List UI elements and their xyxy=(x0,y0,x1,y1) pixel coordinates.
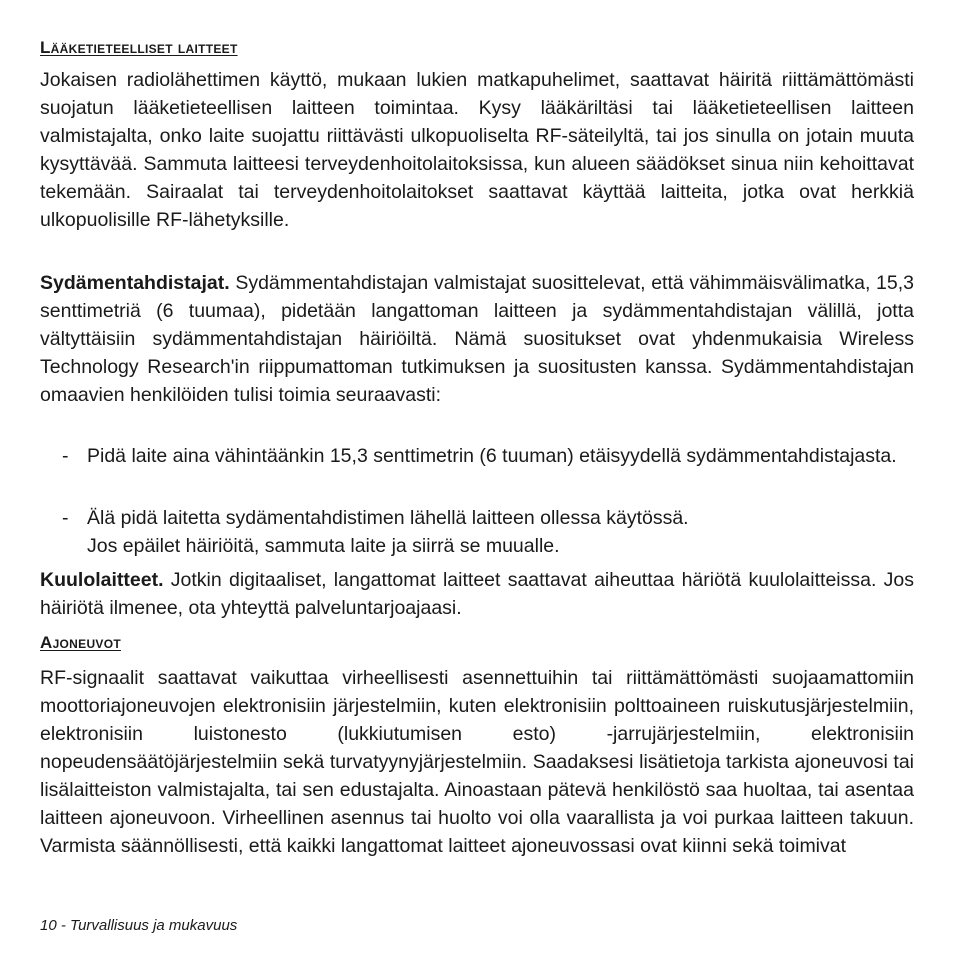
pacemakers-text: Sydämmentahdistajan valmistajat suosittelevat, että vähimmäisvälimatka, 15,3 senttimetriä (6 tuumaa), pidetään langattoman laitteen ja sydämmentahdistajan välillä, jotta vältyttäisiin sydämmentahdistajan häiriöiltä. Nämä suositukset ovat yhdenmukaisia Wireless Technology Research'in riippumattoman tutkimuksen ja suositusten kanssa. Sydämmentahdistajan omaavien henkilöiden tulisi toimia seuraavasti: xyxy=(40,272,915,406)
pacemakers-lead: Sydämentahdistajat. xyxy=(40,272,230,294)
vehicles-paragraph: RF-signaalit saattavat vaikuttaa virheellisesti asennettuihin tai riittämättömästi suojaamattomiin moottoriajoneuvojen elektronisiin järjestelmiin, kuten elektronisiin polttoaineen ruiskutusjärjestelmiin, elektronisiin luistonesto (lukkiutumisen esto) -jarrujärjestelmiin, elektronisiin nopeudensäätöjärjestelmiin sekä turvatyynyjärjestelmiin. Saadaksesi lisätietoja tarkista ajoneuvosi tai lisälaitteiston valmistajalta, tai sen edustajalta. Ainoastaan pätevä henkilöstö saa huoltaa, tai asentaa laitteen ajoneuvoon. Virheellinen asennus tai huolto voi olla vaarallista ja voi purkaa laitteen takuun. Varmista säännöllisesti, että kaikki langattomat laitteet ajoneuvossasi ovat kiinni sekä toimivat xyxy=(40,667,914,857)
pacemakers-paragraph xyxy=(40,269,914,409)
medical-devices-paragraph: Jokaisen radiolähettimen käyttö, mukaan lukien matkapuhelimet, saattavat häiritä riittämättömästi suojatun lääketieteellisen laitteen toimintaa. Kysy lääkäriltäsi tai lääketieteellisen laitteen valmistajalta, onko laite suojattu riittävästi ulkopuoliselta RF-säteilyltä, tai jos sinulla on jotain muuta kysyttävää. Sammuta laitteesi terveydenhoitolaitoksissa, kun alueen säädökset sinua niin kehoittavat tekemään. Sairaalat tai terveydenhoitolaitokset saattavat käyttää laitteita, jotka ovat herkkiä ulkopuolisille RF-lähetyksille. xyxy=(40,69,914,231)
bullet-dash: - xyxy=(62,445,69,467)
bullet-text: Pidä laite aina vähintäänkin 15,3 senttimetrin (6 tuuman) etäisyydellä sydämmentahdistajasta. xyxy=(87,445,897,467)
bullet-text-line-1: Älä pidä laitetta sydämentahdistimen lähellä laitteen ollessa käytössä. xyxy=(87,507,689,529)
hearing-aids-paragraph xyxy=(40,566,914,622)
hearing-aids-lead: Kuulolaitteet. xyxy=(40,569,164,591)
section-heading-vehicles: Ajoneuvot xyxy=(40,633,121,652)
section-heading-medical-devices: Lääketieteelliset laitteet xyxy=(40,38,238,57)
bullet-dash: - xyxy=(62,507,69,529)
hearing-aids-text: Jotkin digitaaliset, langattomat laitteet saattavat aiheuttaa häriötä kuulolaitteissa. Jos häiriötä ilmenee, ota yhteyttä palveluntarjoajaasi. xyxy=(40,569,914,619)
bullet-text-line-2: Jos epäilet häiriöitä, sammuta laite ja siirrä se muualle. xyxy=(87,535,560,557)
page-footer: 10 - Turvallisuus ja mukavuus xyxy=(40,917,238,934)
